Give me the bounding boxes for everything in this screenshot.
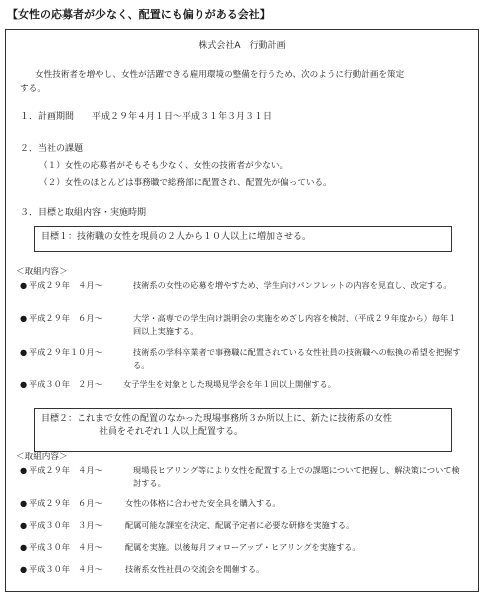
goal-1-text: 目標１：技術職の女性を現員の２人から１０人以上に増加させる。: [41, 232, 312, 242]
bullet-icon: ●: [20, 379, 28, 389]
action-row: [20, 279, 463, 292]
action-row: [20, 312, 463, 338]
action-row: [20, 541, 361, 554]
action-date: 平成２９年 ６月〜: [29, 313, 103, 323]
actions-label: ＜取組内容＞: [16, 267, 68, 277]
goal-1-box: [34, 226, 452, 252]
bullet-icon: ●: [20, 280, 28, 290]
section-goals-heading: ３．目標と取組内容・実施時期: [20, 208, 147, 218]
action-row: [20, 378, 336, 391]
action-content: 配属を実施。以後毎月フォローアップ・ヒアリングを実施する。: [125, 542, 361, 552]
action-row: [20, 519, 354, 532]
issue-item: （２）女性のほとんどは事務職で総務部に配置され、配置先が偏っている。: [39, 178, 332, 188]
intro-text-line1: 女性技術者を増やし、女性が活躍できる雇用環境の整備を行うため、次のように行動計画を策定: [35, 70, 405, 80]
action-content: 技術系の女性の応募を増やすため、学生向けパンフレットの内容を見直し、改定する。: [133, 280, 452, 290]
plan-period: １．計画期間 平成２９年４月１日〜平成３１年３月３１日: [20, 112, 273, 122]
action-content: 現場長ヒアリング等により女性を配置する上での課題について把握し、解決策について検討する。: [133, 465, 460, 488]
bullet-icon: ●: [20, 564, 28, 574]
issue-item: （１）女性の応募者がそもそも少なく、女性の技術者が少ない。: [39, 161, 289, 171]
intro-text-line2: する。: [20, 84, 46, 94]
action-date: 平成３０年 ４月〜: [29, 542, 103, 552]
goal-2-box: [34, 408, 452, 452]
action-content: 大学・高専での学生向け説明会の実施をめざし内容を検討、（平成２９年度から）毎年１回以上実施する。: [133, 313, 457, 336]
action-content: 女子学生を対象とした現場見学会を年１回以上開催する。: [123, 379, 336, 389]
goal-2-text-line1: 目標２：これまで女性の配置のなかった現場事務所３か所以上に、新たに技術系の女性: [41, 414, 393, 424]
action-row: [20, 346, 463, 372]
goal-2-text-line2: 社員をそれぞれ１人以上配置する。: [99, 427, 244, 437]
bullet-icon: ●: [20, 520, 28, 530]
action-content: 技術系女性社員の交流会を開催する。: [125, 564, 265, 574]
action-plan-document: [5, 29, 479, 592]
action-date: 平成３０年 ２月〜: [29, 379, 103, 389]
bullet-icon: ●: [20, 465, 28, 475]
action-date: 平成２９年 ６月〜: [29, 498, 103, 508]
action-date: 平成２９年 ４月〜: [29, 465, 103, 475]
action-row: [20, 563, 264, 576]
bullet-icon: ●: [20, 498, 28, 508]
action-row: [20, 497, 281, 510]
actions-label: ＜取組内容＞: [16, 452, 68, 462]
section-issues-heading: ２．当社の課題: [20, 144, 84, 154]
action-content: 配属可能な課室を決定、配属予定者に必要な研修を実施する。: [125, 520, 355, 530]
action-date: 平成２９年１０月〜: [29, 347, 103, 357]
action-content: 女性の体格に合わせた安全具を購入する。: [125, 498, 281, 508]
page-heading: 【女性の応募者が少なく、配置にも偏りがある会社】: [7, 8, 271, 21]
action-date: 平成３０年 ３月〜: [29, 520, 103, 530]
bullet-icon: ●: [20, 347, 28, 357]
action-date: 平成３０年 ４月〜: [29, 564, 103, 574]
action-date: 平成２９年 ４月〜: [29, 280, 103, 290]
bullet-icon: ●: [20, 542, 28, 552]
document-title: 株式会社A 行動計画: [198, 41, 286, 51]
action-content: 技術系の学科卒業者で事務職に配置されている女性社員の技術職への転換の希望を把握する。: [133, 347, 461, 370]
action-row: [20, 464, 460, 490]
bullet-icon: ●: [20, 313, 28, 323]
